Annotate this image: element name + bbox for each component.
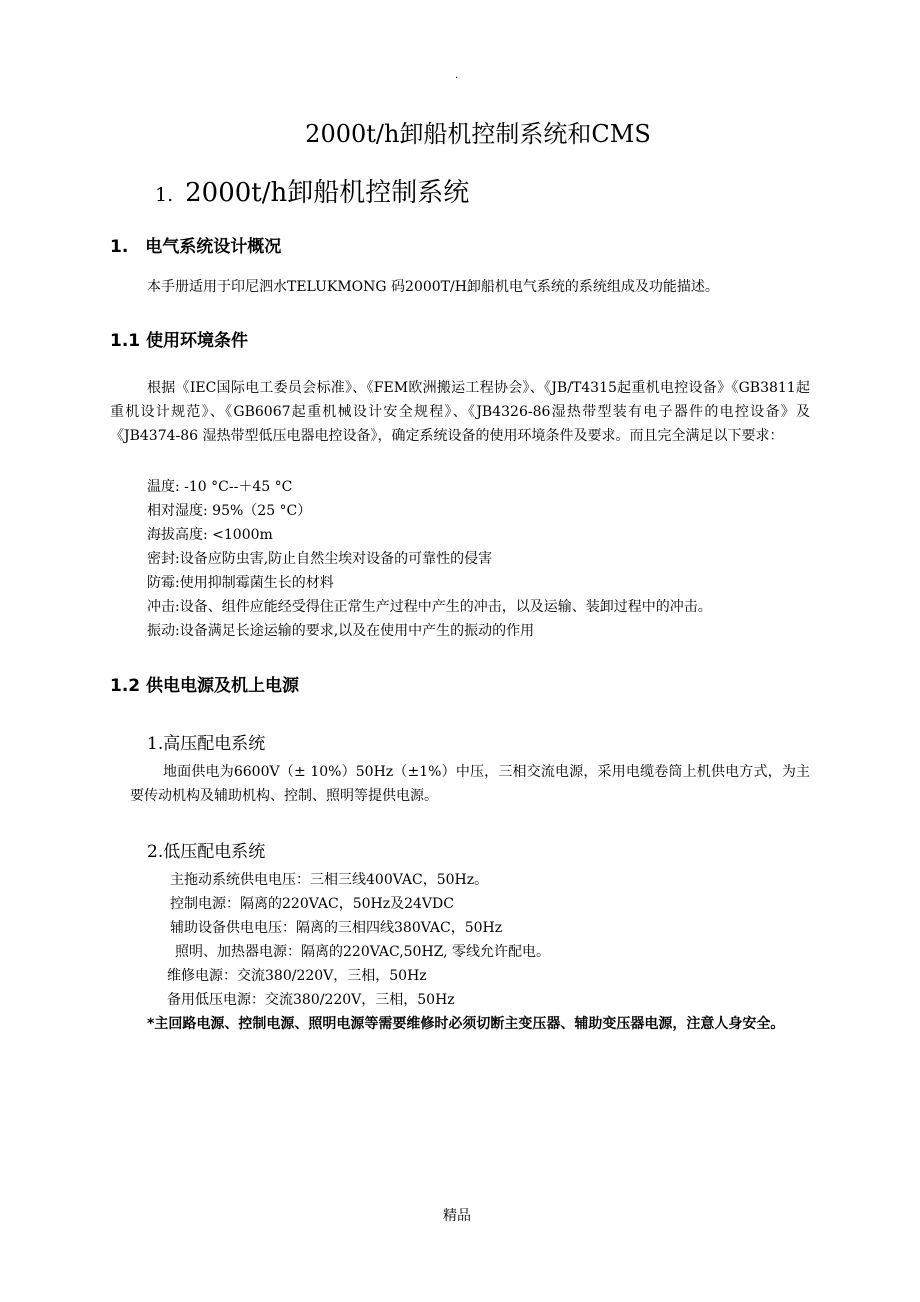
hv-paragraph: 地面供电为6600V（± 10%）50Hz（±1%）中压，三相交流电源，采用电缆卷筒上机供电方式，为主要传动机构及辅助机构、控制、照明等提供电源。 xyxy=(130,764,810,804)
lv-item-auxiliary: 辅助设备供电电压：隔离的三相四线380VAC，50Hz xyxy=(170,920,503,936)
lv-item-backup: 备用低压电源：交流380/220V，三相，50Hz xyxy=(167,992,455,1008)
section-1-heading: 1. 电气系统设计概况 xyxy=(110,237,282,257)
env-item-humidity: 相对湿度: 95%（25 °C） xyxy=(147,503,312,519)
document-title: 2000t/h卸船机控制系统和CMS xyxy=(305,120,651,148)
section-1-1-heading: 1.1 使用环境条件 xyxy=(110,331,249,351)
hv-heading: 1.高压配电系统 xyxy=(147,734,266,754)
lv-item-control: 控制电源：隔离的220VAC，50Hz及24VDC xyxy=(170,896,454,912)
env-item-vibration: 振动:设备满足长途运输的要求,以及在使用中产生的振动的作用 xyxy=(147,623,535,639)
lv-item-lighting: 照明、加热器电源：隔离的220VAC,50HZ, 零线允许配电。 xyxy=(175,944,551,960)
env-item-mildew: 防霉:使用抑制霉菌生长的材料 xyxy=(147,575,334,591)
env-item-temperature: 温度: -10 °C--＋45 °C xyxy=(147,479,293,495)
chapter-title: 2000t/h卸船机控制系统 xyxy=(185,178,470,208)
lv-item-main-drive: 主拖动系统供电电压：三相三线400VAC，50Hz。 xyxy=(170,872,489,888)
chapter-heading xyxy=(155,172,469,209)
lv-heading: 2.低压配电系统 xyxy=(147,842,266,862)
env-item-shock: 冲击:设备、组件应能经受得住正常生产过程中产生的冲击，以及运输、装卸过程中的冲击。 xyxy=(147,599,712,615)
env-item-altitude: 海拔高度: <1000m xyxy=(147,527,273,543)
section-1-intro: 本手册适用于印尼泗水TELUKMONG 码2000T/H卸船机电气系统的系统组成及功能描述。 xyxy=(147,279,719,295)
section-1-2-heading: 1.2 供电电源及机上电源 xyxy=(110,676,300,696)
safety-warning: *主回路电源、控制电源、照明电源等需要维修时必须切断主变压器、辅助变压器电源，注意人身安全。 xyxy=(147,1016,785,1032)
chapter-number: 1. xyxy=(155,184,174,206)
env-item-sealing: 密封:设备应防虫害,防止自然尘埃对设备的可靠性的侵害 xyxy=(147,551,493,567)
lv-item-maintenance: 维修电源：交流380/220V，三相，50Hz xyxy=(167,968,427,984)
footer-label: 精品 xyxy=(443,1208,471,1224)
environment-paragraph: 根据《IEC国际电工委员会标准》、《FEM欧洲搬运工程协会》、《JB/T4315起重机电控设备》《GB3811起重机设计规范》、《GB6067起重机械设计安全规程》、《JB4326-86湿热带型装有电子器件的电控设备》及《JB4374-86 湿热带型低压电器电控设备》，确定系统设备的使用环境条件及要求。而且完全满足以下要求： xyxy=(110,380,810,444)
header-dot: . xyxy=(455,70,459,81)
